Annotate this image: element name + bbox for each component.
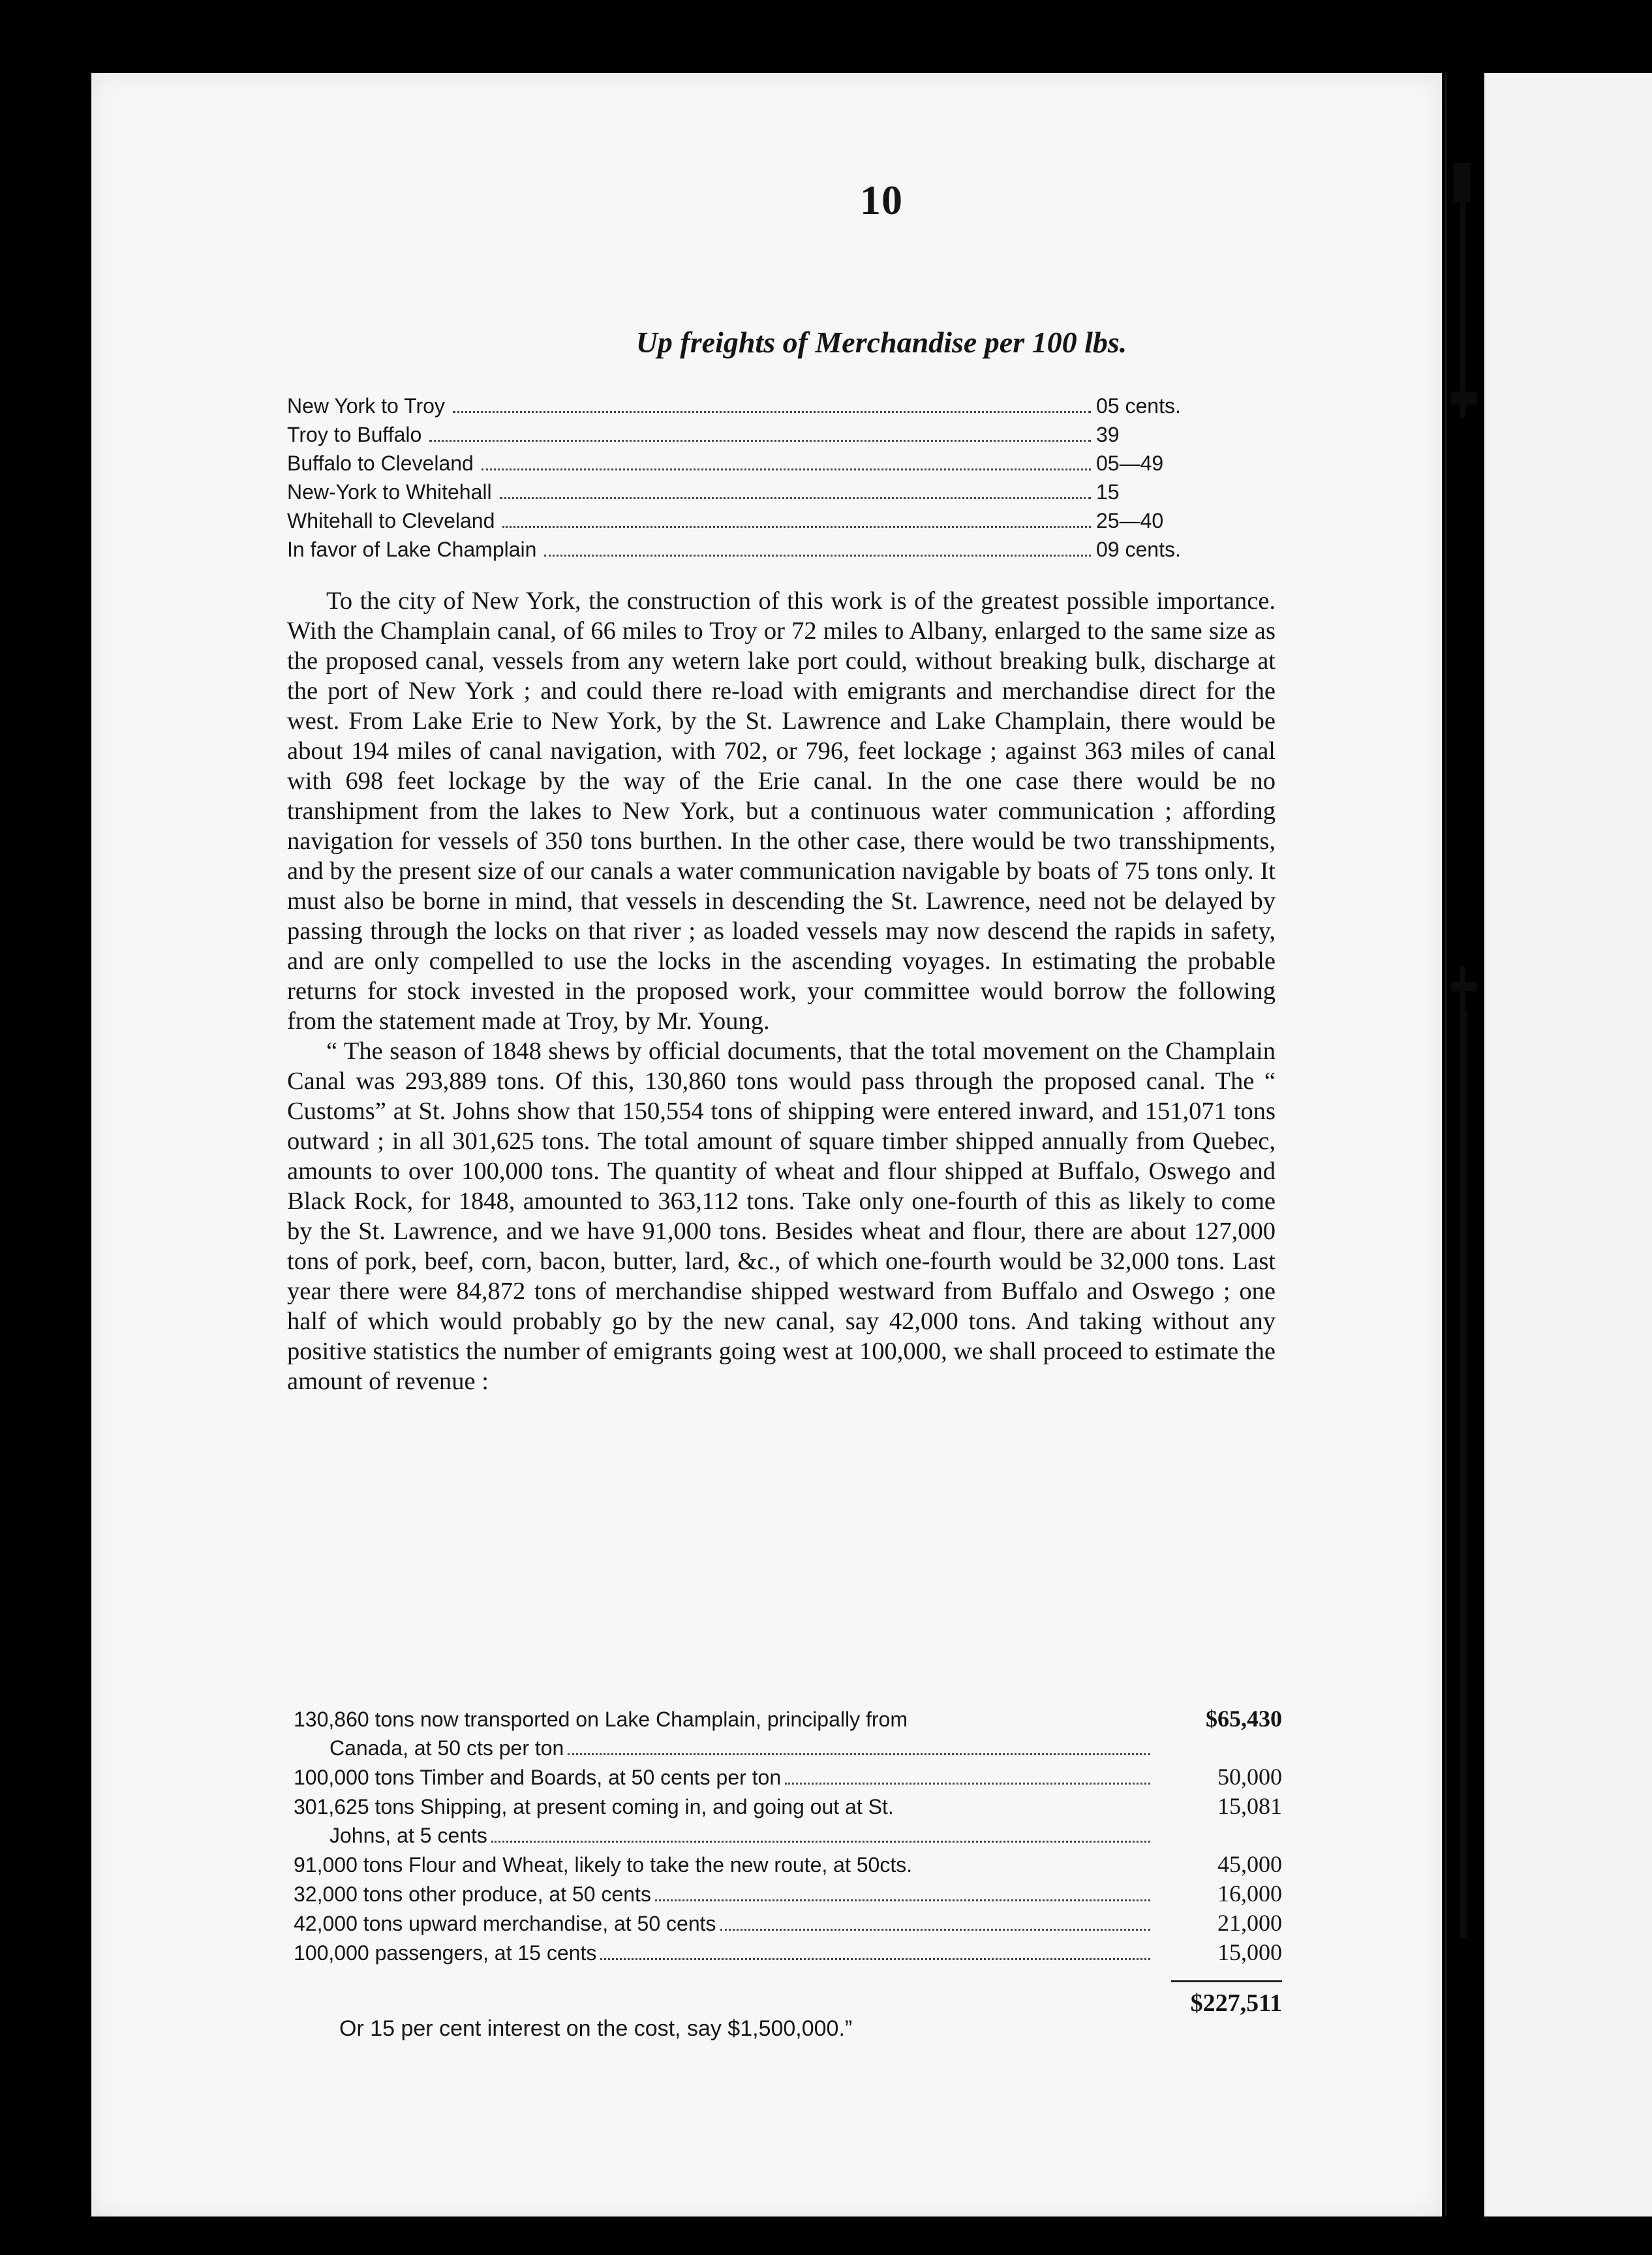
rate-value: 25—40: [1096, 509, 1164, 532]
paragraph: To the city of New York, the construction of this work is of the greatest possible importance. With the Champlain canal, of 66 miles to Troy or 72 miles to Albany, enlarged to the same size as the proposed canal, vessels from any wetern lake port could, without breaking bulk, discharge at the port of New York ; and could there re-load with emigrants and merchandise direct for the west. From Lake Erie to New York, by the St. Lawrence and Lake Champlain, there would be about 194 miles of canal navigation, with 702, or 796, feet lockage ; against 363 miles of canal with 698 feet lockage by the way of the Erie canal. In the one case there would be no transhipment from the lakes to New York, but a continuous water communication ; affording navigation for vessels of 350 tons burthen. In the other case, there would be two transshipments, and by the present size of our canals a water communication navigable by boats of 75 tons only. It must also be borne in mind, that vessels in descending the St. Lawrence, need not be delayed by passing through the locks on that river ; as loaded vessels may now descend the rapids in safety, and are only compelled to use the locks in the ascending voyages. In estimating the probable returns for stock invested in the proposed work, your committee would borrow the following from the statement made at Troy, by Mr. Young.: [287, 587, 1276, 1035]
rate-route: New-York to Whitehall: [287, 480, 492, 504]
revenue-description: [294, 1850, 1171, 1879]
rate-value: 09 cents.: [1096, 538, 1181, 561]
revenue-line: 91,000 tons Flour and Wheat, likely to take the new route, at 50cts.: [294, 1853, 913, 1877]
dot-leader: [720, 1929, 1150, 1931]
rate-route: Buffalo to Cleveland: [287, 452, 474, 475]
edge-mark: [1460, 196, 1465, 418]
revenue-line: 130,860 tons now transported on Lake Champlain, principally from: [294, 1708, 908, 1731]
facing-page-edge: [1484, 73, 1652, 2217]
rate-value: 39: [1096, 423, 1120, 446]
revenue-description: [294, 1705, 1171, 1762]
revenue-amount: $65,430: [1206, 1706, 1282, 1732]
rate-route: Troy to Buffalo: [287, 423, 422, 446]
edge-mark: [1451, 982, 1477, 991]
revenue-line: 100,000 tons Timber and Boards, at 50 cents per ton: [294, 1766, 782, 1789]
rate-route: Whitehall to Cleveland: [287, 509, 495, 532]
revenue-row: [294, 1938, 1282, 1967]
revenue-row: [294, 1792, 1282, 1850]
revenue-line: Canada, at 50 cts per ton: [329, 1736, 564, 1760]
rate-route: New York to Troy: [287, 394, 445, 418]
revenue-row: [294, 1879, 1282, 1909]
revenue-table: [294, 1704, 1282, 2017]
revenue-line: 32,000 tons other produce, at 50 cents: [294, 1882, 651, 1906]
dot-leader: [453, 411, 1091, 413]
rate-row: [287, 478, 1214, 506]
rate-route: In favor of Lake Champlain: [287, 538, 537, 561]
revenue-description: [294, 1880, 1171, 1909]
revenue-row: [294, 1909, 1282, 1938]
revenue-amount: 16,000: [1217, 1880, 1282, 1907]
freight-rates-list: [287, 391, 1214, 564]
page-number: 10: [860, 177, 903, 223]
edge-mark: [1460, 1011, 1467, 1938]
dot-leader: [568, 1753, 1150, 1755]
revenue-description: [294, 1763, 1171, 1792]
revenue-amount: 15,081: [1217, 1793, 1282, 1819]
rate-row: [287, 506, 1214, 535]
section-title: Up freights of Merchandise per 100 lbs.: [635, 326, 1127, 359]
revenue-continuation: [294, 1821, 1155, 1850]
revenue-line: 100,000 passengers, at 15 cents: [294, 1941, 597, 1965]
rate-value: 15: [1096, 480, 1120, 504]
dot-leader: [544, 555, 1091, 557]
revenue-amount: 21,000: [1217, 1910, 1282, 1936]
revenue-description: [294, 1792, 1171, 1850]
revenue-line: Johns, at 5 cents: [329, 1824, 487, 1847]
revenue-description: [294, 1909, 1171, 1938]
rate-value: 05—49: [1096, 452, 1164, 475]
dot-leader: [429, 440, 1091, 442]
revenue-amount: 15,000: [1217, 1939, 1282, 1965]
dot-leader: [655, 1899, 1150, 1901]
rate-row: [287, 420, 1214, 449]
dot-leader: [500, 497, 1091, 499]
body-text: [287, 586, 1276, 1396]
dot-leader: [491, 1841, 1150, 1843]
revenue-row: [294, 1762, 1282, 1792]
paragraph: “ The season of 1848 shews by official documents, that the total movement on the Champlain Canal was 293,889 tons. Of this, 130,860 tons would pass through the proposed canal. The “ Customs” at St. Johns show that 150,554 tons of shipping were entered inward, and 151,071 tons outward ; in all 301,625 tons. The total amount of square timber shipped annually from Quebec, amounts to over 100,000 tons. The quantity of wheat and flour shipped at Buffalo, Oswego and Black Rock, for 1848, amounted to 363,112 tons. Take only one-fourth of this as likely to come by the St. Lawrence, and we have 91,000 tons. Besides wheat and flour, there are about 127,000 tons of pork, beef, corn, bacon, butter, lard, &c., of which one-fourth would be 32,000 tons. Last year there were 84,872 tons of merchandise shipped westward from Buffalo and Oswego ; one half of which would probably go by the new canal, say 42,000 tons. And taking without any positive statistics the number of emigrants going west at 100,000, we shall proceed to estimate the amount of revenue :: [287, 1037, 1276, 1395]
spine-line: [1445, 73, 1446, 2217]
closing-line: Or 15 per cent interest on the cost, say $1,500,000.”: [339, 2016, 853, 2041]
rate-row: [287, 449, 1214, 478]
rate-row: [287, 391, 1214, 420]
dot-leader: [502, 526, 1091, 528]
rate-row: [287, 535, 1214, 564]
revenue-line: 301,625 tons Shipping, at present coming in, and going out at St.: [294, 1795, 894, 1818]
dot-leader: [482, 468, 1091, 470]
revenue-amount: 45,000: [1217, 1851, 1282, 1877]
revenue-line: 42,000 tons upward merchandise, at 50 cents: [294, 1912, 716, 1935]
revenue-total: $227,511: [1190, 1989, 1282, 2017]
revenue-amount: 50,000: [1217, 1764, 1282, 1790]
edge-mark: [1451, 391, 1477, 405]
total-rule: [1171, 1980, 1282, 1982]
revenue-row: [294, 1704, 1282, 1762]
total-row: [294, 1989, 1282, 2017]
revenue-continuation: [294, 1734, 1155, 1762]
rate-value: 05 cents.: [1096, 394, 1181, 418]
dot-leader: [785, 1783, 1150, 1785]
revenue-description: [294, 1939, 1171, 1967]
dot-leader: [600, 1958, 1150, 1960]
revenue-row: [294, 1850, 1282, 1879]
